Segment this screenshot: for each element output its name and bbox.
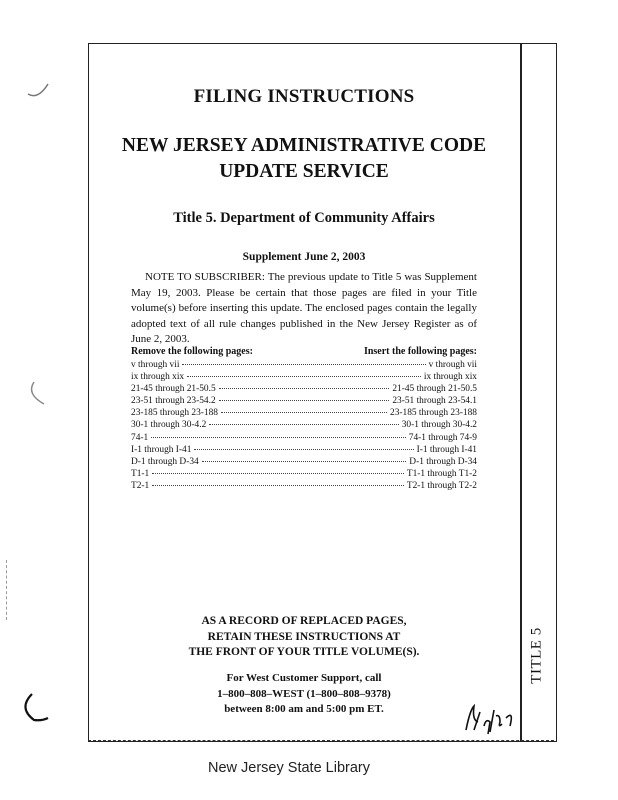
table-row <box>131 419 477 431</box>
insert-page-range: D-1 through D-34 <box>409 456 477 467</box>
remove-page-range: T1-1 <box>131 468 150 479</box>
remove-page-range: D-1 through D-34 <box>131 456 199 467</box>
page-title: FILING INSTRUCTIONS <box>193 86 415 107</box>
remove-page-range: T2-1 <box>131 480 150 491</box>
punch-hole-mark-middle <box>24 380 50 410</box>
insert-page-range: 23-51 through 23-54.1 <box>392 396 477 407</box>
insert-page-range: 23-185 through 23-188 <box>390 408 477 419</box>
punch-hole-mark-bottom <box>18 690 52 724</box>
record-notice <box>88 614 520 661</box>
record-line-3: THE FRONT OF YOUR TITLE VOLUME(S). <box>188 646 420 658</box>
binding-edge-mark <box>6 560 8 620</box>
table-row <box>131 444 477 456</box>
table-row <box>131 395 477 407</box>
table-row <box>131 468 477 480</box>
leader-dots <box>202 461 407 462</box>
support-phone: 1–800–808–WEST (1–800–808–9378) <box>217 687 391 700</box>
leader-dots <box>221 412 387 413</box>
remove-page-range: 23-185 through 23-188 <box>131 408 218 419</box>
leader-dots <box>219 400 390 401</box>
code-heading <box>88 133 520 185</box>
insert-page-range: 74-1 through 74-9 <box>408 432 477 443</box>
punch-hole-mark-top <box>26 78 52 100</box>
insert-page-range: ix through xix <box>423 372 477 383</box>
filing-table-header <box>131 346 477 357</box>
code-title: NEW JERSEY ADMINISTRATIVE CODE <box>121 135 487 156</box>
remove-page-range: I-1 through I-41 <box>131 444 192 455</box>
table-row <box>131 359 477 371</box>
leader-dots <box>152 473 404 474</box>
table-row <box>131 432 477 444</box>
supplement-date: Supplement June 2, 2003 <box>242 251 366 263</box>
support-hours: between 8:00 am and 5:00 pm ET. <box>224 703 384 715</box>
record-line-1: AS A RECORD OF REPLACED PAGES, <box>201 615 407 627</box>
table-row <box>131 383 477 395</box>
remove-page-range: 30-1 through 30-4.2 <box>131 420 207 431</box>
filing-pages-table <box>131 346 477 492</box>
table-row <box>131 480 477 492</box>
table-row <box>131 407 477 419</box>
remove-page-range: ix through xix <box>131 372 185 383</box>
insert-page-range: 21-45 through 21-50.5 <box>392 384 477 395</box>
filing-table-rows <box>131 359 477 492</box>
support-line-1: For West Customer Support, call <box>226 672 382 684</box>
insert-page-range: T1-1 through T1-2 <box>406 468 477 479</box>
department-heading: Title 5. Department of Community Affairs <box>173 210 435 226</box>
leader-dots <box>151 437 406 438</box>
leader-dots <box>194 449 413 450</box>
library-stamp: New Jersey State Library <box>208 760 370 776</box>
remove-page-range: 21-45 through 21-50.5 <box>131 384 216 395</box>
subscriber-note: NOTE TO SUBSCRIBER: The previous update to Title 5 was Supplement May 19, 2003. Please be certain that those pages are filed in your Title volume(s) before inserting this update. The enclosed pages contain the legally adopted text of all rule changes published in the New Jersey Register as of June 2, 2003. <box>131 271 477 345</box>
leader-dots <box>152 485 404 486</box>
remove-pages-header: Remove the following pages: <box>131 346 253 357</box>
remove-page-range: 23-51 through 23-54.2 <box>131 396 216 407</box>
record-line-2: RETAIN THESE INSTRUCTIONS AT <box>207 630 401 643</box>
support-info <box>88 671 520 718</box>
leader-dots <box>182 364 425 365</box>
tab-label-text: TITLE 5 <box>528 626 545 684</box>
insert-page-range: T2-1 through T2-2 <box>406 480 477 491</box>
insert-page-range: v through vii <box>428 360 477 370</box>
leader-dots <box>219 388 390 389</box>
leader-dots <box>187 376 421 377</box>
table-row <box>131 456 477 468</box>
handwritten-date-mark <box>460 700 520 738</box>
remove-page-range: v through vii <box>131 360 180 370</box>
insert-page-range: I-1 through I-41 <box>416 444 477 455</box>
page-bottom-rule <box>88 740 554 741</box>
remove-page-range: 74-1 <box>131 432 149 443</box>
title-tab-label <box>522 620 552 690</box>
insert-pages-header: Insert the following pages: <box>363 346 477 357</box>
code-subtitle: UPDATE SERVICE <box>219 161 389 182</box>
insert-page-range: 30-1 through 30-4.2 <box>401 420 477 431</box>
table-row <box>131 371 477 383</box>
leader-dots <box>209 424 398 425</box>
